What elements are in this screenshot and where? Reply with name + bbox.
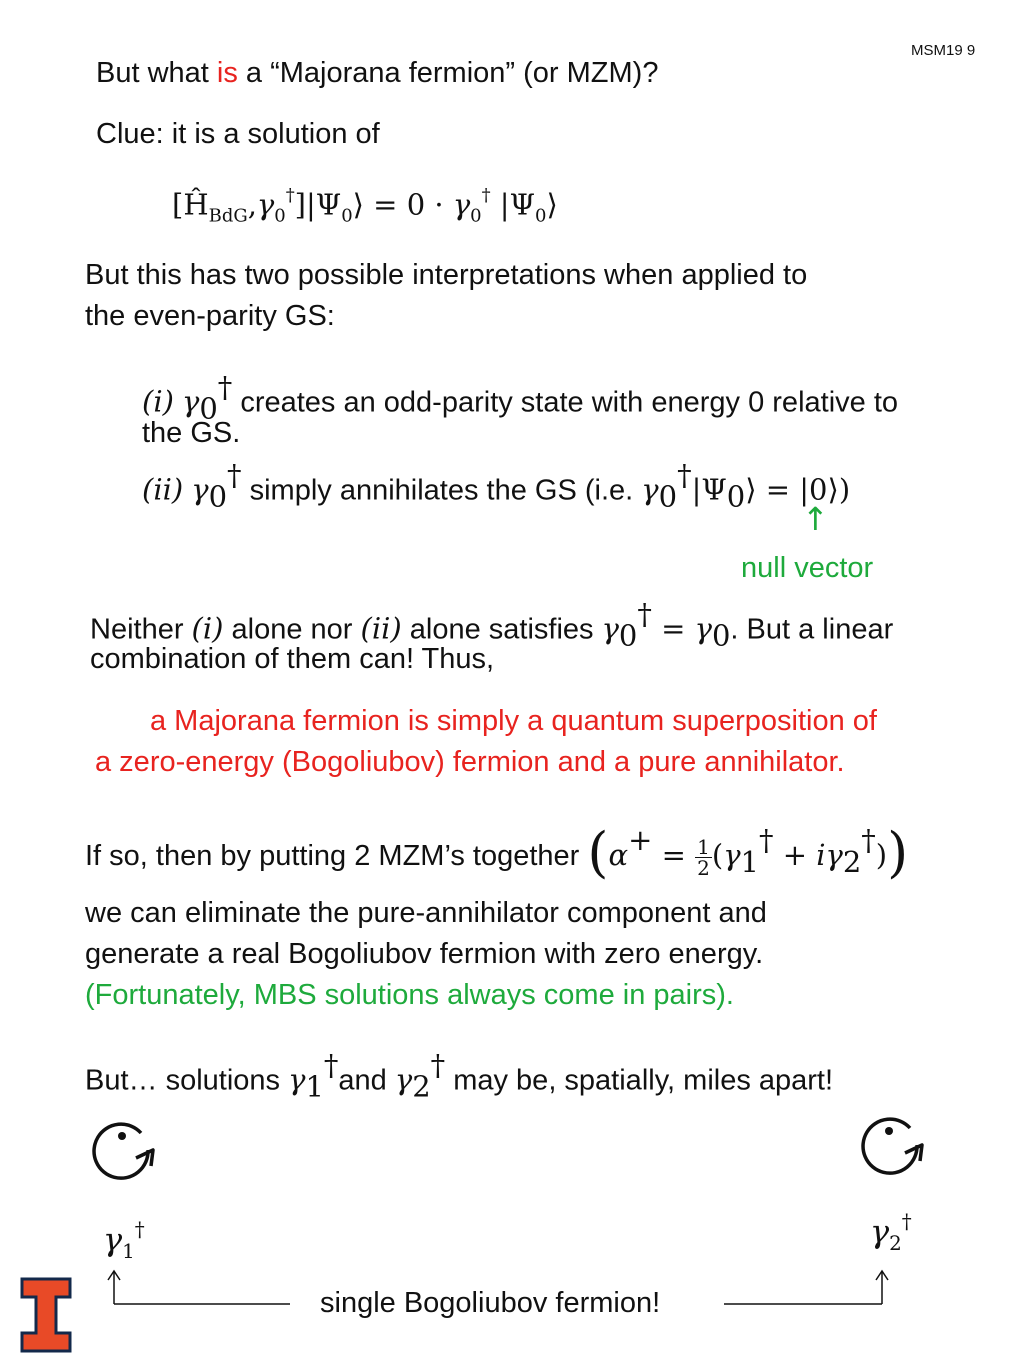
rotation-icon-right — [851, 1105, 927, 1167]
connector-right — [722, 1268, 892, 1308]
conclusion-line-1: a Majorana fermion is simply a quantum superposition of — [150, 705, 877, 737]
fortunately-note: (Fortunately, MBS solutions always come in pairs). — [85, 979, 734, 1011]
miles-apart-line: But… solutions $\gamma_1^\dagger and$ $\gamma_2^\dagger$ may be, spatially, miles apart! — [85, 1047, 834, 1104]
null-vector-label: null vector — [741, 552, 874, 584]
interpretation-ii: (ii) $\gamma_0^\dagger$ simply annihilates the GS (i.e. $\gamma_0^\dagger|\Psi_0⟩$ = |0⟩) — [142, 457, 851, 514]
slide-number: MSM19 9 — [911, 42, 976, 59]
bdg-equation: $[Ĥ_{BdG},\gamma_0^\dagger]|\Psi_0⟩ = 0 \cdot \gamma_0^\dagger$ $|\Psi_0⟩$ — [172, 185, 558, 227]
eliminate-line-1: we can eliminate the pure-annihilator component and — [85, 897, 767, 929]
item-ii-label: (ii) — [142, 472, 184, 507]
interpretation-i-cont: the GS. — [142, 417, 241, 449]
eliminate-line-2: generate a real Bogoliubov fermion with zero energy. — [85, 938, 764, 970]
clue-line: Clue: it is a solution of — [96, 118, 380, 150]
connector-left — [104, 1268, 294, 1308]
neither-line-2: combination of them can! Thus, — [90, 643, 495, 675]
one-half-fraction: $\frac{1}{2}$ — [697, 834, 710, 880]
conclusion-line-2: a zero-energy (Bogoliubov) fermion and a pure annihilator. — [95, 746, 845, 778]
null-vector-arrow: ↑ — [802, 500, 829, 538]
rotation-icon-left — [82, 1110, 158, 1172]
item-i-label: (i) — [142, 384, 174, 419]
interpretation-intro-line-1: But this has two possible interpretations when applied to — [85, 259, 808, 291]
gamma2-label: $\gamma_2^\dagger$ — [870, 1210, 912, 1256]
slide-title: But what is a “Majorana fermion” (or MZM)? — [96, 57, 659, 89]
putting-together-line: If so, then by putting 2 MZM’s together (α+ = $\frac{1}{2}$ $(\gamma_1^\dagger + i\gamma_2^\dagger)$) — [85, 821, 909, 885]
neither-line-1: Neither (i) alone nor (ii) alone satisfies $\gamma_0^\dagger = \gamma_0$. But a linear — [90, 596, 894, 653]
title-highlight: is — [216, 57, 238, 89]
interpretation-intro-line-2: the even-parity GS: — [85, 300, 335, 332]
gamma1-label: $\gamma_1^\dagger$ — [103, 1218, 145, 1264]
illinois-logo — [22, 1279, 70, 1351]
single-fermion-label: single Bogoliubov fermion! — [320, 1287, 661, 1319]
interpretation-i: (i) $\gamma_0^\dagger$ creates an odd-parity state with energy 0 relative to — [142, 369, 899, 426]
